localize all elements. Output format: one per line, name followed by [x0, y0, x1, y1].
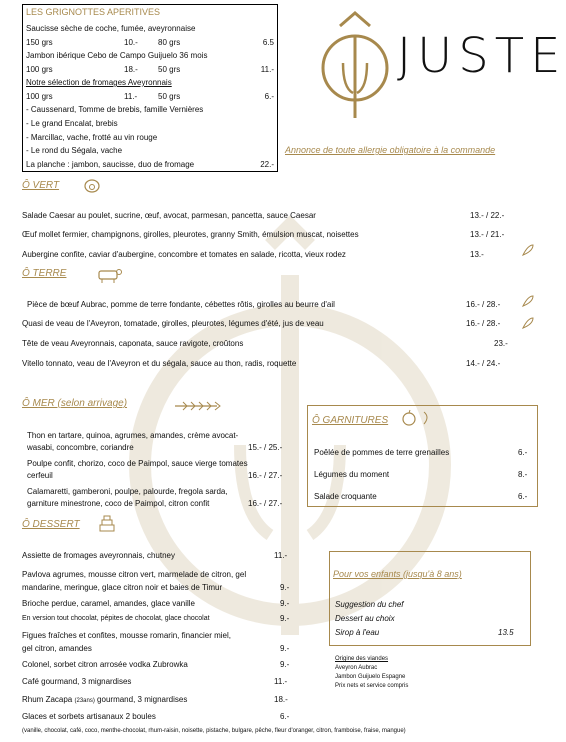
aperitif-line: Jambon ibérique Cebo de Campo Guijuelo 36 mois	[26, 51, 208, 60]
aperitif-line: - Le rond du Ségala, vache	[26, 146, 123, 155]
menu-item: Figues fraîches et confites, mousse romarin, financier miel,	[22, 631, 231, 640]
aperitif-price: 6.-	[264, 92, 274, 101]
menu-item: Colonel, sorbet citron arrosée vodka Zubrowka	[22, 660, 188, 669]
aperitif-price: 11.-	[124, 92, 138, 101]
menu-item: Vitello tonnato, veau de l'Aveyron et du ségala, sauce au thon, radis, roquette	[22, 359, 297, 368]
menu-price: 9.-	[280, 644, 290, 653]
section-title-dessert: Ô DESSERT	[22, 519, 80, 530]
restaurant-logo	[315, 8, 566, 128]
menu-price: 13.- / 22.-	[470, 211, 505, 220]
menu-item: Quasi de veau de l'Aveyron, tomatade, girolles, pleurotes, légumes d'été, jus de veau	[22, 319, 324, 328]
aperitif-price: 10.-	[124, 38, 138, 47]
leaf-icon	[521, 316, 535, 330]
menu-price: 16.- / 27.-	[248, 471, 283, 480]
aperitif-qty: 50 grs	[158, 92, 181, 101]
origin-title: Origine des viandes	[335, 656, 389, 662]
aperitif-qty: 100 grs	[26, 65, 53, 74]
aperitif-line: - Marcillac, vache, frotté au vin rouge	[26, 133, 158, 142]
menu-item	[22, 695, 187, 706]
menu-price: 8.-	[518, 470, 528, 479]
section-title-terre: Ô TERRE	[22, 268, 67, 279]
menu-item: wasabi, concombre, coriandre	[27, 443, 134, 452]
menu-item: gel citron, amandes	[22, 644, 92, 653]
menu-price: 6.-	[280, 712, 290, 721]
kids-item: Sirop à l'eau	[335, 628, 380, 637]
menu-item: Pavlova agrumes, mousse citron vert, marmelade de citron, gel	[22, 570, 247, 579]
aperitif-qty: 100 grs	[26, 92, 53, 101]
menu-price: 14.- / 24.-	[466, 359, 501, 368]
aperitif-line: - Caussenard, Tomme de brebis, famille Vernières	[26, 105, 204, 114]
apple-icon	[400, 408, 434, 426]
aperitif-line: Notre sélection de fromages Aveyronnais	[26, 78, 172, 87]
menu-item: Assiette de fromages aveyronnais, chutney	[22, 551, 175, 560]
kids-price: 13.5	[498, 628, 514, 637]
menu-price: 16.- / 27.-	[248, 499, 283, 508]
menu-price: 15.- / 25.-	[248, 443, 283, 452]
menu-item: mandarine, meringue, glace citron noir et baies de Timur	[22, 583, 223, 592]
menu-item: Pièce de bœuf Aubrac, pomme de terre fondante, cébettes rôtis, girolles au beurre d'ail	[27, 300, 335, 309]
section-title-mer: Ô MER (selon arrivage)	[22, 398, 128, 409]
menu-item: garniture minestrone, coco de Paimpol, citron confit	[27, 499, 210, 508]
origin-box	[329, 650, 434, 695]
section-title-garnitures: Ô GARNITURES	[312, 415, 389, 426]
aperitif-price: 11.-	[260, 65, 274, 74]
aperitif-qty: 50 grs	[158, 65, 181, 74]
menu-price: 9.-	[280, 599, 290, 608]
menu-price: 9.-	[280, 583, 290, 592]
menu-price: 6.-	[518, 492, 528, 501]
menu-item: cerfeuil	[27, 471, 53, 480]
menu-item-note: (23ans)	[74, 698, 95, 704]
origin-line: Aveyron Aubrac	[335, 665, 378, 671]
aperitif-price: 18.-	[124, 65, 138, 74]
menu-item: Brioche perdue, caramel, amandes, glace vanille	[22, 599, 195, 608]
aperitif-box	[22, 4, 278, 172]
cake-icon	[96, 512, 118, 534]
logo-mark	[315, 8, 395, 128]
menu-item: Calamaretti, gamberoni, poulpe, palourde, fregola sarda,	[27, 487, 228, 496]
menu-price: 18.-	[274, 695, 288, 704]
menu-price: 9.-	[280, 660, 290, 669]
aperitif-price: 22.-	[260, 160, 274, 169]
menu-price: 13.- / 21.-	[470, 230, 505, 239]
aperitif-qty: 150 grs	[26, 38, 53, 47]
aperitif-qty: 80 grs	[158, 38, 181, 47]
leaf-icon	[521, 243, 535, 257]
menu-price: 13.-	[470, 250, 484, 259]
kids-item: Suggestion du chef	[335, 600, 404, 609]
menu-item-name: Rhum Zacapa	[22, 695, 73, 704]
avocado-icon	[82, 176, 102, 194]
menu-item: Poulpe confit, chorizo, coco de Paimpol, sauce vierge tomates	[27, 459, 248, 468]
aperitif-line: - Le grand Encalat, brebis	[26, 119, 118, 128]
fish-bone-icon	[173, 401, 223, 411]
aperitif-title: LES GRIGNOTTES APERITIVES	[26, 7, 161, 17]
cow-icon	[95, 266, 123, 284]
menu-item: Salade Caesar au poulet, sucrine, œuf, avocat, parmesan, pancetta, sauce Caesar	[22, 211, 316, 220]
origin-line: Jambon Guijuelo Espagne	[335, 674, 406, 680]
menu-price: 16.- / 28.-	[466, 319, 501, 328]
kids-item: Dessert au choix	[335, 614, 395, 623]
menu-price: 6.-	[518, 448, 528, 457]
aperitif-line: La planche : jambon, saucisse, duo de fromage	[26, 160, 195, 169]
origin-line: Prix nets et service compris	[335, 683, 409, 689]
logo-text: JUSTE	[397, 28, 566, 84]
menu-item: Tête de veau Aveyronnais, caponata, sauce ravigote, croûtons	[22, 339, 244, 348]
menu-item: En version tout chocolat, pépites de chocolat, glace chocolat	[22, 615, 210, 622]
aperitif-line: Saucisse sèche de coche, fumée, aveyronnaise	[26, 24, 196, 33]
menu-item: Légumes du moment	[314, 470, 390, 479]
leaf-icon	[521, 294, 535, 308]
kids-title: Pour vos enfants (jusqu'à 8 ans)	[333, 569, 462, 579]
menu-item: Aubergine confite, caviar d'aubergine, concombre et tomates en salade, ricotta, vieux rodez	[22, 250, 346, 259]
menu-price: 11.-	[274, 551, 288, 560]
garnitures-box	[307, 405, 538, 507]
menu-price: 16.- / 28.-	[466, 300, 501, 309]
menu-item: Salade croquante	[314, 492, 377, 501]
ice-cream-flavours: (vanille, chocolat, café, coco, menthe-chocolat, rhum-raisin, noisette, pistache, bulgare, pêche, fleur d'oranger, citron, framboise, fraise, mangue)	[22, 728, 406, 734]
aperitif-price: 6.5	[262, 38, 274, 47]
menu-item: Café gourmand, 3 mignardises	[22, 677, 132, 686]
kids-menu-box	[329, 551, 531, 646]
section-title-vert: Ô VERT	[22, 180, 60, 191]
menu-price: 9.-	[280, 614, 290, 623]
menu-item: Glaces et sorbets artisanaux 2 boules	[22, 712, 156, 721]
menu-item-rest: gourmand, 3 mignardises	[94, 695, 188, 704]
menu-item: Thon en tartare, quinoa, agrumes, amandes, crème avocat-	[27, 431, 239, 440]
menu-item: Poêlée de pommes de terre grenailles	[314, 448, 450, 457]
allergy-note: Annonce de toute allergie obligatoire à la commande	[285, 145, 496, 155]
menu-price: 11.-	[274, 677, 288, 686]
menu-item: Œuf mollet fermier, champignons, girolles, pleurotes, granny Smith, émulsion muscat, noisettes	[22, 230, 359, 239]
menu-price: 23.-	[494, 339, 508, 348]
